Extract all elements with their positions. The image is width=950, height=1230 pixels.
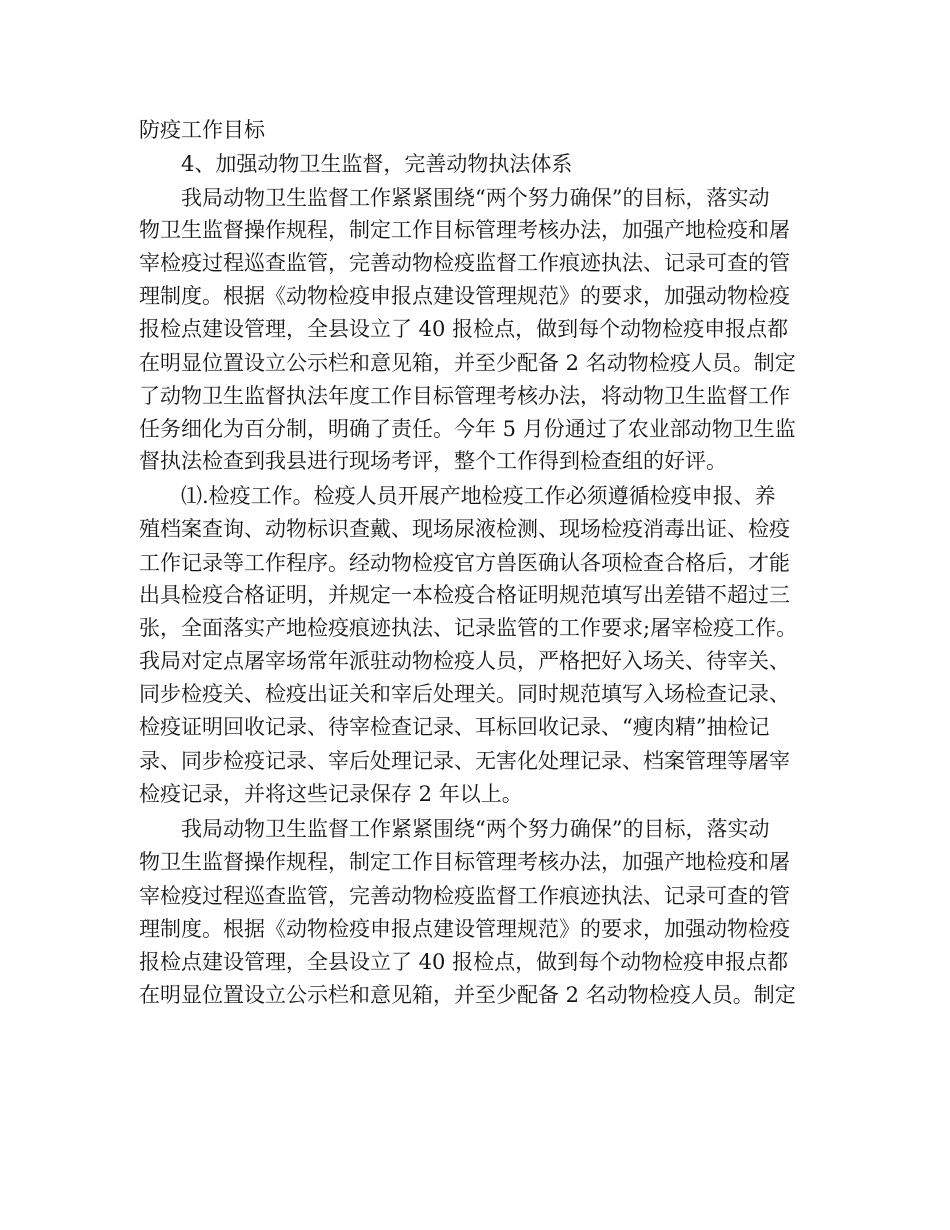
text-line: 物卫生监督操作规程，制定工作目标管理考核办法，加强产地检疫和屠 (139, 218, 790, 242)
text-line: 宰检疫过程巡查监管，完善动物检疫监督工作痕迹执法、记录可查的管 (139, 884, 790, 908)
text-line: 工作记录等工作程序。经动物检疫官方兽医确认各项检查合格后，才能 (139, 551, 790, 575)
text-line: 报检点建设管理，全县设立了 40 报检点，做到每个动物检疫申报点都 (139, 950, 789, 974)
text-line: 我局动物卫生监督工作紧紧围绕“两个努力确保”的目标，落实动 (181, 186, 770, 210)
text-line: 理制度。根据《动物检疫申报点建设管理规范》的要求，加强动物检疫 (139, 917, 790, 941)
text-line: 理制度。根据《动物检疫申报点建设管理规范》的要求，加强动物检疫 (139, 284, 790, 308)
text-line: 报检点建设管理，全县设立了 40 报检点，做到每个动物检疫申报点都 (139, 317, 789, 341)
text-line: 在明显位置设立公示栏和意见箱，并至少配备 2 名动物检疫人员。制定 (139, 351, 796, 375)
text-line: 在明显位置设立公示栏和意见箱，并至少配备 2 名动物检疫人员。制定 (139, 983, 796, 1007)
text-line: 督执法检查到我县进行现场考评，整个工作得到检查组的好评。 (139, 449, 727, 473)
text-line: 任务细化为百分制，明确了责任。今年 5 月份通过了农业部动物卫生监 (139, 417, 796, 441)
text-line: 宰检疫过程巡查监管，完善动物检疫监督工作痕迹执法、记录可查的管 (139, 251, 790, 275)
text-line: 检疫证明回收记录、待宰检查记录、耳标回收记录、“瘦肉精”抽检记 (139, 715, 770, 739)
text-line: 了动物卫生监督执法年度工作目标管理考核办法，将动物卫生监督工作 (139, 384, 790, 408)
text-line: 物卫生监督操作规程，制定工作目标管理考核办法，加强产地检疫和屠 (139, 850, 790, 874)
text-line: 同步检疫关、检疫出证关和宰后处理关。同时规范填写入场检查记录、 (139, 682, 790, 706)
text-line: ⑴.检疫工作。检疫人员开展产地检疫工作必须遵循检疫申报、养 (181, 484, 776, 508)
text-line: 殖档案查询、动物标识查戴、现场尿液检测、现场检疫消毒出证、检疫 (139, 517, 790, 541)
text-line: 4、加强动物卫生监督，完善动物执法体系 (181, 152, 573, 176)
text-line: 检疫记录，并将这些记录保存 2 年以上。 (139, 782, 523, 806)
text-line: 张，全面落实产地检疫痕迹执法、记录监管的工作要求;屠宰检疫工作。 (139, 616, 798, 640)
text-line: 我局对定点屠宰场常年派驻动物检疫人员，严格把好入场关、待宰关、 (139, 649, 790, 673)
text-line: 出具检疫合格证明，并规定一本检疫合格证明规范填写出差错不超过三 (139, 583, 790, 607)
text-line: 录、同步检疫记录、宰后处理记录、无害化处理记录、档案管理等屠宰 (139, 749, 790, 773)
text-line: 防疫工作目标 (139, 118, 265, 142)
text-line: 我局动物卫生监督工作紧紧围绕“两个努力确保”的目标，落实动 (181, 817, 770, 841)
